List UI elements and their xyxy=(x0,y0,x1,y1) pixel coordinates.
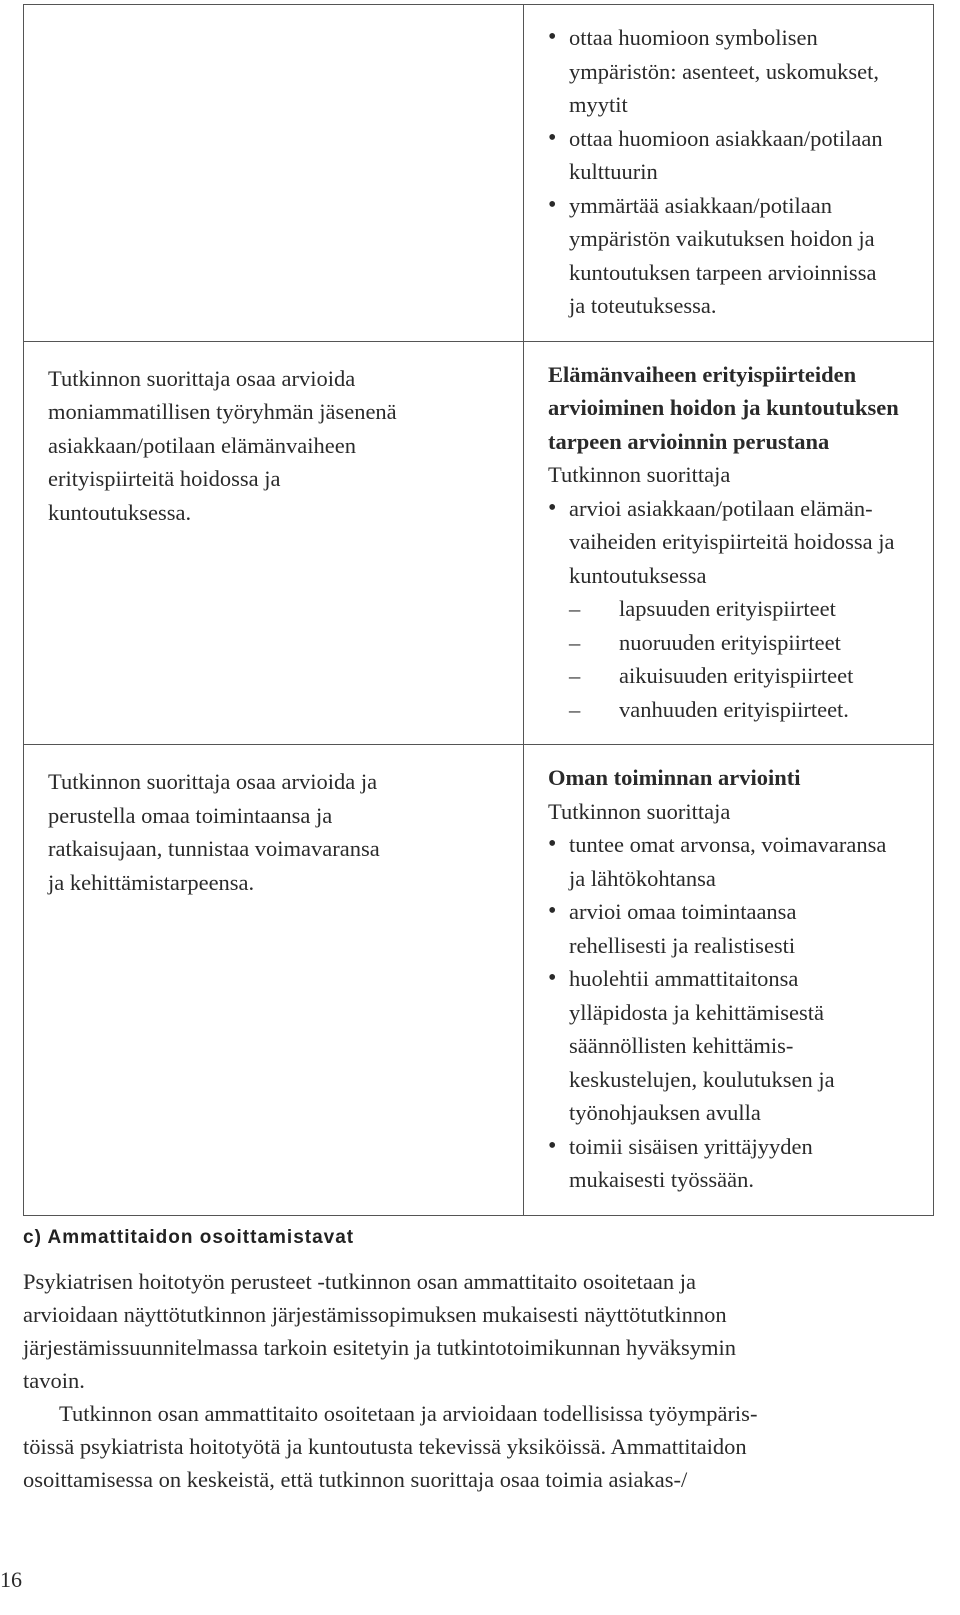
line: rehellisesti ja realistisesti xyxy=(569,932,796,958)
line: Tutkinnon suorittaja osaa arvioida ja xyxy=(48,769,378,794)
list-item xyxy=(548,962,919,1130)
line: tuntee omat arvonsa, voimavaransa xyxy=(569,832,887,857)
criteria-cell xyxy=(24,745,524,1216)
line: tavoin. xyxy=(23,1368,85,1393)
bullet-list xyxy=(548,828,919,1197)
line: arvioidaan näyttötutkinnon järjestämissopimuksen mukaisesti näyttötutkinnon xyxy=(23,1302,727,1327)
section-body xyxy=(23,1265,903,1496)
criteria-table xyxy=(23,4,934,1216)
dash-item: – aikuisuuden erityispiirteet xyxy=(569,659,919,693)
line: Tutkinnon suorittaja osaa arvioida xyxy=(48,365,356,391)
line: erityispiirteitä hoidossa ja xyxy=(48,466,281,491)
list-item xyxy=(548,21,919,122)
list-item xyxy=(548,492,919,727)
content-cell xyxy=(524,5,934,342)
line: ottaa huomioon symbolisen xyxy=(569,25,818,50)
section-title: c) Ammattitaidon osoittamistavat xyxy=(23,1227,355,1248)
criteria-cell xyxy=(24,341,524,745)
line: vaiheiden erityispiirteitä hoidossa ja xyxy=(569,529,895,554)
list-item xyxy=(548,1130,919,1197)
line: myytit xyxy=(569,92,628,117)
paragraph xyxy=(23,1397,903,1496)
table-row xyxy=(24,745,934,1216)
list-item xyxy=(548,895,919,962)
line: kuntoutuksessa xyxy=(569,562,707,588)
line: ottaa huomioon asiakkaan/potilaan xyxy=(569,125,883,151)
line: keskustelujen, koulutuksen ja xyxy=(569,1066,835,1092)
line: ylläpidosta ja kehittämisestä xyxy=(569,999,824,1025)
dash-list xyxy=(569,592,919,726)
line: moniammatillisen työryhmän jäsenenä xyxy=(48,399,397,424)
line: kuntoutuksen tarpeen arvioinnissa xyxy=(569,259,877,285)
list-item xyxy=(548,828,919,895)
line: ja lähtökohtansa xyxy=(569,865,716,891)
table-row xyxy=(24,341,934,745)
list-item xyxy=(548,189,919,323)
line: Oman toiminnan arviointi xyxy=(548,765,801,790)
line: ympäristön: asenteet, uskomukset, xyxy=(569,58,879,84)
line: arvioi asiakkaan/potilaan elämän- xyxy=(569,495,873,521)
line: perustella omaa toimintaansa ja xyxy=(48,802,333,828)
line: ja kehittämistarpeensa. xyxy=(48,869,255,895)
dash-item: – vanhuuden erityispiirteet. xyxy=(569,693,919,727)
line: arvioi omaa toimintaansa xyxy=(569,899,797,924)
line: ympäristön vaikutuksen hoidon ja xyxy=(569,226,875,251)
criteria-cell xyxy=(24,5,524,342)
line: Psykiatrisen hoitotyön perusteet -tutkinnon osan ammattitaito osoitetaan ja xyxy=(23,1269,697,1294)
cell-intro: Tutkinnon suorittaja xyxy=(548,798,731,824)
dash-item: – nuoruuden erityispiirteet xyxy=(569,626,919,660)
cell-heading xyxy=(548,761,919,795)
line: Tutkinnon osan ammattitaito osoitetaan ja arvioidaan todellisissa työympäris- xyxy=(59,1401,758,1426)
content-cell xyxy=(524,745,934,1216)
page-number: 16 xyxy=(0,1567,22,1592)
line: ja toteutuksessa. xyxy=(569,293,717,318)
line: toimii sisäisen yrittäjyyden xyxy=(569,1133,813,1159)
dash-item: – lapsuuden erityispiirteet xyxy=(569,592,919,626)
line: osoittamisessa on keskeistä, että tutkinnon suorittaja osaa toimia asiakas-/ xyxy=(23,1467,688,1492)
table-row xyxy=(24,5,934,342)
line: Elämänvaiheen erityispiirteiden xyxy=(548,361,857,387)
content-cell xyxy=(524,341,934,745)
bullet-list xyxy=(548,492,919,727)
line: kuntoutuksessa. xyxy=(48,499,192,525)
bullet-list xyxy=(548,21,919,323)
line: mukaisesti työssään. xyxy=(569,1167,754,1192)
line: töissä psykiatrista hoitotyötä ja kuntoutusta tekevissä yksiköissä. Ammattitaidon xyxy=(23,1434,747,1459)
line: järjestämissuunnitelmassa tarkoin esitetyin ja tutkintotoimikunnan hyväksymin xyxy=(23,1335,737,1360)
line: ymmärtää asiakkaan/potilaan xyxy=(569,192,833,218)
line: arvioiminen hoidon ja kuntoutuksen xyxy=(548,395,899,420)
cell-intro: Tutkinnon suorittaja xyxy=(548,462,731,487)
line: työnohjauksen avulla xyxy=(569,1100,761,1125)
cell-heading xyxy=(548,358,919,459)
line: tarpeen arvioinnin perustana xyxy=(548,428,830,454)
line: ratkaisujaan, tunnistaa voimavaransa xyxy=(48,836,380,861)
paragraph xyxy=(23,1265,903,1397)
list-item xyxy=(548,122,919,189)
line: säännöllisten kehittämis- xyxy=(569,1033,794,1058)
line: kulttuurin xyxy=(569,159,658,184)
line: asiakkaan/potilaan elämänvaiheen xyxy=(48,432,356,458)
line: huolehtii ammattitaitonsa xyxy=(569,966,799,991)
